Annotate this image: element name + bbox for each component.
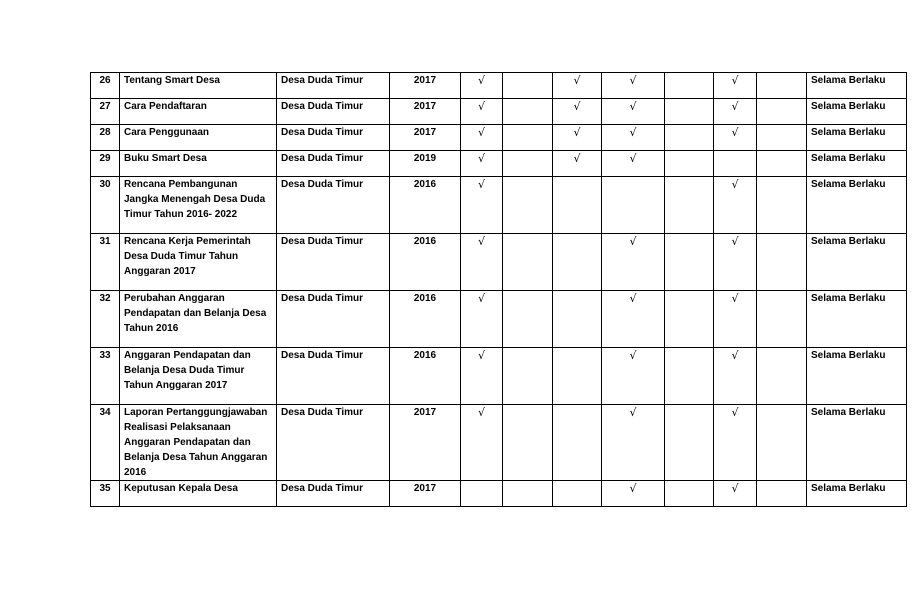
row-number-cell: 31 (91, 234, 120, 291)
row-number-cell: 35 (91, 481, 120, 507)
checkmark-icon: √ (629, 152, 637, 165)
checkmark-cell (665, 73, 714, 99)
validity-cell: Selama Berlaku (807, 405, 907, 481)
checkmark-cell (714, 177, 757, 234)
document-title-cell: Laporan Pertanggungjawaban Realisasi Pelaksanaan Anggaran Pendapatan dan Belanja Desa Tahun Anggaran 2016 (120, 405, 277, 481)
checkmark-cell (714, 291, 757, 348)
checkmark-cell (714, 151, 757, 177)
checkmark-cell (461, 99, 503, 125)
checkmark-cell (714, 234, 757, 291)
checkmark-cell (714, 348, 757, 405)
location-cell: Desa Duda Timur (277, 73, 390, 99)
checkmark-cell (602, 151, 665, 177)
checkmark-icon: √ (477, 235, 485, 248)
row-number-cell: 27 (91, 99, 120, 125)
checkmark-cell (503, 291, 553, 348)
checkmark-icon: √ (477, 100, 485, 113)
validity-cell: Selama Berlaku (807, 291, 907, 348)
location-cell: Desa Duda Timur (277, 125, 390, 151)
checkmark-cell (553, 234, 602, 291)
checkmark-cell (757, 99, 807, 125)
checkmark-icon: √ (731, 178, 739, 191)
document-title-cell: Cara Penggunaan (120, 125, 277, 151)
checkmark-icon: √ (629, 349, 637, 362)
checkmark-cell (553, 125, 602, 151)
year-cell: 2017 (390, 481, 461, 507)
checkmark-cell (665, 177, 714, 234)
checkmark-icon: √ (731, 235, 739, 248)
location-cell: Desa Duda Timur (277, 481, 390, 507)
checkmark-cell (461, 151, 503, 177)
checkmark-icon: √ (629, 74, 637, 87)
checkmark-icon: √ (731, 482, 739, 495)
year-cell: 2016 (390, 234, 461, 291)
checkmark-cell (553, 151, 602, 177)
checkmark-cell (461, 405, 503, 481)
table-row (91, 234, 907, 291)
checkmark-cell (553, 481, 602, 507)
validity-cell: Selama Berlaku (807, 151, 907, 177)
location-cell: Desa Duda Timur (277, 405, 390, 481)
checkmark-cell (461, 73, 503, 99)
checkmark-cell (602, 291, 665, 348)
checkmark-cell (714, 73, 757, 99)
table-row (91, 99, 907, 125)
validity-cell: Selama Berlaku (807, 177, 907, 234)
checkmark-icon: √ (629, 100, 637, 113)
document-title-cell: Cara Pendaftaran (120, 99, 277, 125)
year-cell: 2016 (390, 291, 461, 348)
table-row (91, 348, 907, 405)
row-number-cell: 30 (91, 177, 120, 234)
checkmark-icon: √ (477, 74, 485, 87)
checkmark-cell (461, 125, 503, 151)
checkmark-cell (714, 125, 757, 151)
checkmark-cell (602, 405, 665, 481)
year-cell: 2019 (390, 151, 461, 177)
table-row (91, 481, 907, 507)
year-cell: 2016 (390, 348, 461, 405)
checkmark-icon: √ (477, 152, 485, 165)
validity-cell: Selama Berlaku (807, 99, 907, 125)
checkmark-cell (665, 291, 714, 348)
checkmark-cell (665, 405, 714, 481)
validity-cell: Selama Berlaku (807, 348, 907, 405)
checkmark-cell (553, 177, 602, 234)
checkmark-cell (665, 125, 714, 151)
checkmark-icon: √ (573, 126, 581, 139)
checkmark-icon: √ (731, 74, 739, 87)
location-cell: Desa Duda Timur (277, 151, 390, 177)
table-row (91, 151, 907, 177)
checkmark-icon: √ (573, 100, 581, 113)
document-title-cell: Tentang Smart Desa (120, 73, 277, 99)
year-cell: 2016 (390, 177, 461, 234)
checkmark-icon: √ (731, 100, 739, 113)
row-number-cell: 26 (91, 73, 120, 99)
document-title-cell: Keputusan Kepala Desa (120, 481, 277, 507)
checkmark-cell (602, 481, 665, 507)
checkmark-icon: √ (573, 152, 581, 165)
checkmark-icon: √ (629, 126, 637, 139)
checkmark-cell (553, 99, 602, 125)
table-row (91, 291, 907, 348)
checkmark-cell (757, 151, 807, 177)
checkmark-icon: √ (629, 406, 637, 419)
location-cell: Desa Duda Timur (277, 177, 390, 234)
document-title-cell: Anggaran Pendapatan dan Belanja Desa Duda Timur Tahun Anggaran 2017 (120, 348, 277, 405)
checkmark-cell (503, 481, 553, 507)
year-cell: 2017 (390, 99, 461, 125)
checkmark-icon: √ (731, 406, 739, 419)
checkmark-icon: √ (477, 292, 485, 305)
checkmark-cell (553, 348, 602, 405)
checkmark-cell (602, 99, 665, 125)
checkmark-icon: √ (731, 126, 739, 139)
checkmark-cell (503, 234, 553, 291)
checkmark-icon: √ (629, 482, 637, 495)
location-cell: Desa Duda Timur (277, 348, 390, 405)
checkmark-icon: √ (477, 126, 485, 139)
checkmark-cell (602, 348, 665, 405)
row-number-cell: 32 (91, 291, 120, 348)
checkmark-cell (503, 151, 553, 177)
checkmark-cell (757, 405, 807, 481)
validity-cell: Selama Berlaku (807, 73, 907, 99)
table-row (91, 125, 907, 151)
checkmark-icon: √ (731, 349, 739, 362)
table-row (91, 405, 907, 481)
checkmark-icon: √ (477, 178, 485, 191)
checkmark-cell (665, 99, 714, 125)
checkmark-cell (553, 73, 602, 99)
checkmark-cell (602, 234, 665, 291)
checkmark-cell (757, 481, 807, 507)
document-title-cell: Buku Smart Desa (120, 151, 277, 177)
document-table (90, 72, 907, 507)
document-title-cell: Rencana Kerja Pemerintah Desa Duda Timur Tahun Anggaran 2017 (120, 234, 277, 291)
checkmark-cell (503, 99, 553, 125)
checkmark-icon: √ (629, 292, 637, 305)
checkmark-icon: √ (477, 349, 485, 362)
checkmark-cell (757, 125, 807, 151)
checkmark-cell (665, 481, 714, 507)
checkmark-cell (757, 73, 807, 99)
checkmark-cell (461, 177, 503, 234)
checkmark-cell (757, 291, 807, 348)
location-cell: Desa Duda Timur (277, 291, 390, 348)
table-row (91, 73, 907, 99)
document-title-cell: Perubahan Anggaran Pendapatan dan Belanja Desa Tahun 2016 (120, 291, 277, 348)
validity-cell: Selama Berlaku (807, 481, 907, 507)
checkmark-cell (461, 234, 503, 291)
checkmark-cell (714, 481, 757, 507)
table-row (91, 177, 907, 234)
checkmark-cell (757, 177, 807, 234)
checkmark-cell (757, 234, 807, 291)
location-cell: Desa Duda Timur (277, 99, 390, 125)
checkmark-cell (602, 73, 665, 99)
checkmark-cell (602, 177, 665, 234)
checkmark-cell (553, 405, 602, 481)
row-number-cell: 34 (91, 405, 120, 481)
checkmark-cell (602, 125, 665, 151)
checkmark-icon: √ (477, 406, 485, 419)
checkmark-cell (553, 291, 602, 348)
checkmark-cell (503, 348, 553, 405)
validity-cell: Selama Berlaku (807, 125, 907, 151)
checkmark-icon: √ (731, 292, 739, 305)
checkmark-cell (757, 348, 807, 405)
checkmark-icon: √ (573, 74, 581, 87)
row-number-cell: 29 (91, 151, 120, 177)
table-body (91, 73, 907, 507)
checkmark-cell (665, 151, 714, 177)
checkmark-cell (461, 348, 503, 405)
year-cell: 2017 (390, 73, 461, 99)
checkmark-cell (665, 348, 714, 405)
validity-cell: Selama Berlaku (807, 234, 907, 291)
checkmark-cell (714, 99, 757, 125)
checkmark-cell (665, 234, 714, 291)
row-number-cell: 33 (91, 348, 120, 405)
checkmark-cell (714, 405, 757, 481)
year-cell: 2017 (390, 405, 461, 481)
checkmark-cell (503, 177, 553, 234)
checkmark-cell (503, 125, 553, 151)
checkmark-cell (461, 481, 503, 507)
row-number-cell: 28 (91, 125, 120, 151)
year-cell: 2017 (390, 125, 461, 151)
checkmark-cell (503, 73, 553, 99)
location-cell: Desa Duda Timur (277, 234, 390, 291)
document-title-cell: Rencana Pembangunan Jangka Menengah Desa Duda Timur Tahun 2016- 2022 (120, 177, 277, 234)
checkmark-icon: √ (629, 235, 637, 248)
checkmark-cell (503, 405, 553, 481)
checkmark-cell (461, 291, 503, 348)
